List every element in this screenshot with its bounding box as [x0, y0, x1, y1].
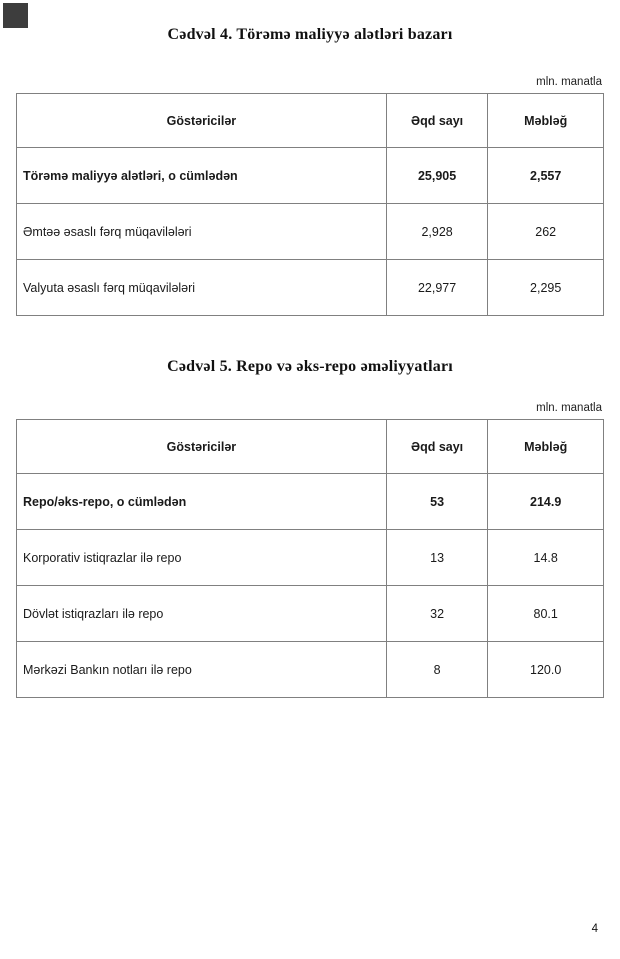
table4-header-row — [17, 94, 604, 148]
table5-section — [16, 316, 604, 698]
page-number: 4 — [591, 923, 598, 935]
table4-unit-note: mln. manatla — [536, 76, 602, 88]
row-deal-count: 2,928 — [386, 204, 488, 260]
row-amount: 14.8 — [488, 530, 604, 586]
row-label: Dövlət istiqrazları ilə repo — [17, 586, 387, 642]
row-deal-count: 8 — [386, 642, 488, 698]
table5-title: Cədvəl 5. Repo və əks-repo əməliyyatları — [167, 358, 453, 375]
row-amount: 2,295 — [488, 260, 604, 316]
table-row — [17, 260, 604, 316]
table-row — [17, 204, 604, 260]
row-label: Törəmə maliyyə alətləri, o cümlədən — [17, 148, 387, 204]
row-amount: 262 — [488, 204, 604, 260]
table-row — [17, 530, 604, 586]
row-deal-count: 53 — [386, 474, 488, 530]
table-row — [17, 474, 604, 530]
table4-header-deal-count: Əqd sayı — [386, 94, 488, 148]
row-deal-count: 25,905 — [386, 148, 488, 204]
row-amount: 2,557 — [488, 148, 604, 204]
row-label: Repo/əks-repo, o cümlədən — [17, 474, 387, 530]
table4-header-indicators: Göstəricilər — [17, 94, 387, 148]
table5-header-amount: Məbləğ — [488, 420, 604, 474]
table5-header-indicators: Göstəricilər — [17, 420, 387, 474]
row-amount: 120.0 — [488, 642, 604, 698]
table4-title: Cədvəl 4. Törəmə maliyyə alətləri bazarı — [167, 26, 453, 43]
table4-header-amount: Məbləğ — [488, 94, 604, 148]
row-deal-count: 13 — [386, 530, 488, 586]
row-label: Mərkəzi Bankın notları ilə repo — [17, 642, 387, 698]
table5 — [16, 419, 604, 698]
row-label: Korporativ istiqrazlar ilə repo — [17, 530, 387, 586]
table5-header-row — [17, 420, 604, 474]
row-amount: 80.1 — [488, 586, 604, 642]
table-row — [17, 642, 604, 698]
corner-marker — [3, 3, 28, 28]
table5-unit-note: mln. manatla — [536, 402, 602, 414]
table5-header-deal-count: Əqd sayı — [386, 420, 488, 474]
row-deal-count: 22,977 — [386, 260, 488, 316]
row-deal-count: 32 — [386, 586, 488, 642]
row-amount: 214.9 — [488, 474, 604, 530]
table-row — [17, 148, 604, 204]
table4 — [16, 93, 604, 316]
table-row — [17, 586, 604, 642]
row-label: Valyuta əsaslı fərq müqavilələri — [17, 260, 387, 316]
row-label: Əmtəə əsaslı fərq müqavilələri — [17, 204, 387, 260]
table4-section — [16, 0, 604, 316]
